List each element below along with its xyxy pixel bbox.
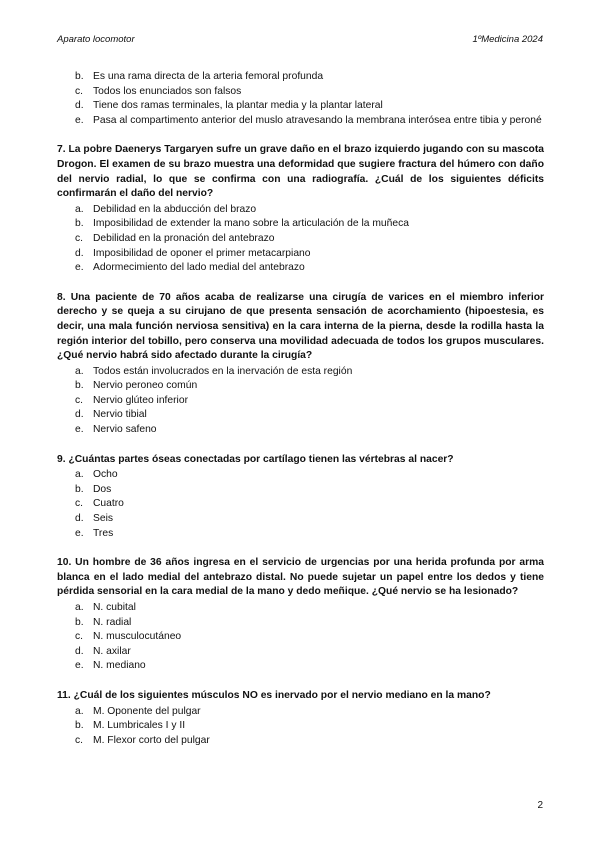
option-item: e. Tres (75, 527, 114, 539)
option-item: a. Debilidad en la abducción del brazo (75, 203, 257, 215)
question-11 (57, 689, 544, 748)
option-item: d. Seis (75, 513, 114, 525)
option-item: b. N. radial (75, 616, 132, 628)
option-item: c. M. Flexor corto del pulgar (75, 734, 210, 746)
option-item: e. Nervio safeno (75, 424, 157, 436)
question-8 (57, 291, 544, 438)
question-text: 9. ¿Cuántas partes óseas conectadas por cartílago tienen las vértebras al nacer? (57, 453, 454, 465)
option-item: e. N. mediano (75, 660, 146, 672)
option-item: a. M. Oponente del pulgar (75, 705, 201, 717)
option-item: c. Nervio glúteo inferior (75, 394, 189, 406)
option-item: b. Dos (75, 483, 112, 495)
option-item: c. Todos los enunciados son falsos (75, 85, 242, 97)
option-list (57, 468, 544, 541)
header-course: Aparato locomotor (57, 34, 135, 45)
question-text: 10. Un hombre de 36 años ingresa en el servicio de urgencias por una herida profunda por arma blanca en el lado medial del antebrazo distal. No puede sujetar un papel entre los dedos y tiene pérdida sensorial en la cara medial de la mano y dedo meñique. ¿Qué nervio se ha lesionado? (57, 557, 544, 598)
option-list (57, 365, 544, 438)
option-item: b. Imposibilidad de extender la mano sobre la articulación de la muñeca (75, 218, 409, 230)
option-item: d. Nervio tibial (75, 409, 147, 421)
question-text: 11. ¿Cuál de los siguientes músculos NO es inervado por el nervio mediano en la mano? (57, 689, 491, 701)
option-list (57, 705, 544, 749)
option-item: d. Tiene dos ramas terminales, la plantar media y la plantar lateral (75, 100, 383, 112)
option-item: b. M. Lumbricales I y II (75, 720, 186, 732)
option-item: a. Ocho (75, 469, 118, 481)
question-10 (57, 556, 544, 674)
page-header (57, 34, 543, 48)
option-item: b. Nervio peroneo común (75, 380, 198, 392)
option-list (57, 70, 544, 128)
option-item: e. Adormecimiento del lado medial del antebrazo (75, 262, 305, 274)
question-text: 8. Una paciente de 70 años acaba de realizarse una cirugía de varices en el miembro inferior derecho y se queja a su cirujano de que presenta sensación de acorchamiento (hipoestesia, es decir, una mala función nerviosa sensitiva) en la cara interna de la pierna, desde la rodilla hasta la región interior del tobillo, pero conserva una movilidad adecuada de todos los grupos musculares. ¿Qué nervio habrá sido afectado durante la cirugía? (57, 291, 544, 362)
question-9 (57, 453, 544, 542)
option-item: c. Cuatro (75, 498, 124, 510)
option-list (57, 203, 544, 276)
option-item: c. Debilidad en la pronación del antebrazo (75, 232, 275, 244)
page-number: 2 (537, 800, 543, 811)
option-item: e. Pasa al compartimento anterior del muslo atravesando la membrana interósea entre tibia y peroné (75, 114, 542, 126)
option-list (57, 601, 544, 674)
option-item: c. N. musculocutáneo (75, 631, 182, 643)
option-item: d. Imposibilidad de oponer el primer metacarpiano (75, 247, 311, 259)
option-item: a. Todos están involucrados en la inervación de esta región (75, 365, 353, 377)
document-body (57, 70, 544, 748)
question-6-continued (57, 70, 544, 128)
question-7 (57, 143, 544, 275)
option-item: a. N. cubital (75, 602, 136, 613)
question-text: 7. La pobre Daenerys Targaryen sufre un grave daño en el brazo izquierdo jugando con su mascota Drogon. El examen de su brazo muestra una deformidad que sugiere fractura del húmero con daño del nervio radial, lo que se confirma con una radiografía. ¿Cuál de los siguientes déficits confirmarán el daño del nervio? (57, 144, 544, 200)
header-year: 1ºMedicina 2024 (472, 34, 543, 45)
option-item: b. Es una rama directa de la arteria femoral profunda (75, 71, 324, 82)
option-item: d. N. axilar (75, 645, 131, 657)
